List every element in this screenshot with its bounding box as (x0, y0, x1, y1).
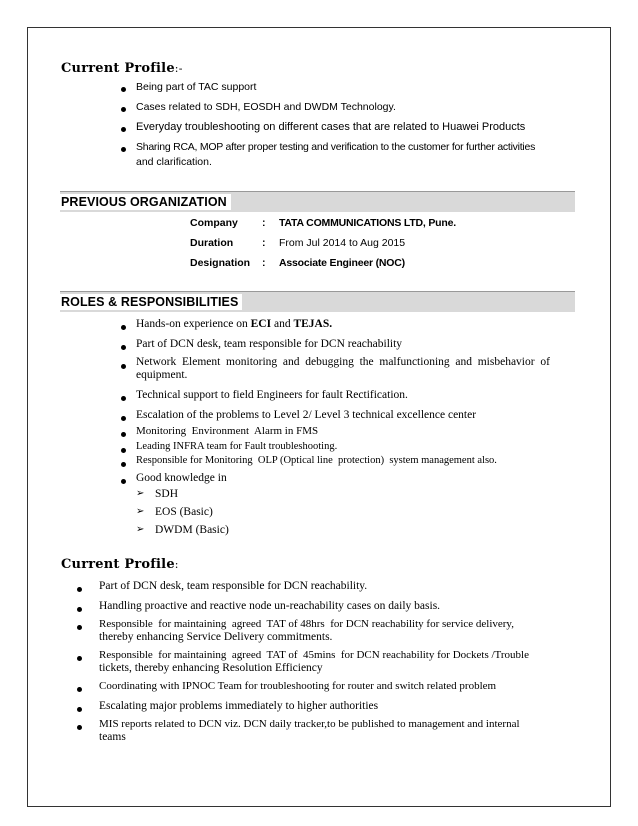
list-item: Being part of TAC support (136, 81, 257, 93)
previous-organization-bar (60, 191, 575, 212)
org-value: From Jul 2014 to Aug 2015 (279, 237, 406, 249)
list-item-continuation: and clarification. (136, 156, 212, 168)
bullet-icon (77, 625, 82, 630)
org-value: Associate Engineer (NOC) (279, 257, 405, 269)
org-separator: : (262, 257, 266, 269)
org-label: Duration (190, 237, 234, 249)
list-item: Good knowledge in (136, 472, 227, 484)
list-item: Everyday troubleshooting on different cases that are related to Huawei Products (136, 121, 526, 133)
org-separator: : (262, 217, 266, 229)
section-heading: PREVIOUS ORGANIZATION (60, 194, 231, 210)
list-item-continuation: thereby enhancing Service Delivery commitments. (99, 631, 333, 643)
org-separator: : (262, 237, 266, 249)
bullet-icon (121, 479, 126, 484)
list-item: Sharing RCA, MOP after proper testing and verification to the customer for further activities (136, 141, 536, 153)
list-item: Responsible for Monitoring OLP (Optical line protection) system management also. (136, 455, 497, 466)
list-item: Monitoring Environment Alarm in FMS (136, 425, 319, 437)
bullet-icon (77, 725, 82, 730)
list-item (136, 318, 332, 330)
list-item: MIS reports related to DCN viz. DCN daily tracker,to be published to management and internal (99, 718, 520, 730)
list-item-continuation: tickets, thereby enhancing Resolution Efficiency (99, 662, 323, 674)
list-item: Leading INFRA team for Fault troubleshooting. (136, 441, 338, 452)
section-heading: ROLES & RESPONSIBILITIES (60, 294, 242, 310)
bullet-icon (77, 656, 82, 661)
list-item: Technical support to field Engineers for fault Rectification. (136, 389, 408, 401)
sub-list-item: SDH (155, 488, 179, 500)
org-label: Designation (190, 257, 251, 269)
bullet-icon (121, 448, 126, 453)
item-bold-eci: ECI (250, 318, 272, 330)
bullet-icon (121, 432, 126, 437)
list-item: Cases related to SDH, EOSDH and DWDM Technology. (136, 101, 396, 113)
heading-text: Current Profile (61, 61, 175, 76)
bullet-icon (121, 107, 126, 112)
bullet-icon (121, 345, 126, 350)
list-item: Handling proactive and reactive node un-reachability cases on daily basis. (99, 600, 441, 612)
heading-text: Current Profile (61, 557, 175, 572)
item-text: and (271, 318, 294, 330)
current-profile-heading (61, 557, 179, 572)
bullet-icon (121, 87, 126, 92)
bullet-icon (121, 396, 126, 401)
bullet-icon (121, 127, 126, 132)
org-label: Company (190, 217, 238, 229)
sub-list-item: DWDM (Basic) (155, 524, 229, 536)
sub-list-item: EOS (Basic) (155, 506, 213, 518)
list-item-continuation: equipment. (136, 369, 188, 381)
bullet-icon (121, 364, 126, 369)
roles-responsibilities-bar (60, 291, 575, 312)
bullet-icon (121, 325, 126, 330)
bullet-icon (77, 687, 82, 692)
heading-suffix: : (174, 558, 179, 571)
bullet-icon (121, 462, 126, 467)
list-item: Coordinating with IPNOC Team for troubleshooting for router and switch related problem (99, 680, 497, 692)
list-item: Part of DCN desk, team responsible for DCN reachability (136, 338, 403, 350)
heading-suffix: :- (174, 62, 183, 75)
list-item: Responsible for maintaining agreed TAT of 45mins for DCN reachability for Dockets /Trouble (99, 649, 529, 661)
bullet-icon (121, 416, 126, 421)
bullet-icon (77, 587, 82, 592)
org-value: TATA COMMUNICATIONS LTD, Pune. (279, 217, 456, 229)
list-item: Part of DCN desk, team responsible for DCN reachability. (99, 580, 368, 592)
item-text: Hands-on experience on (136, 318, 251, 330)
item-bold-tejas: TEJAS. (293, 318, 333, 330)
list-item-continuation: teams (99, 731, 126, 743)
bullet-icon (121, 147, 126, 152)
current-profile-heading (61, 61, 183, 76)
list-item: Escalating major problems immediately to higher authorities (99, 700, 379, 712)
list-item: Escalation of the problems to Level 2/ Level 3 technical excellence center (136, 409, 477, 421)
bullet-icon (77, 707, 82, 712)
arrow-bullet-icon: ➢ (136, 488, 145, 499)
bullet-icon (77, 607, 82, 612)
arrow-bullet-icon: ➢ (136, 524, 145, 535)
arrow-bullet-icon: ➢ (136, 506, 145, 517)
list-item: Network Element monitoring and debugging the malfunctioning and misbehavior of (136, 356, 550, 368)
list-item: Responsible for maintaining agreed TAT of 48hrs for DCN reachability for service delivery, (99, 618, 514, 630)
